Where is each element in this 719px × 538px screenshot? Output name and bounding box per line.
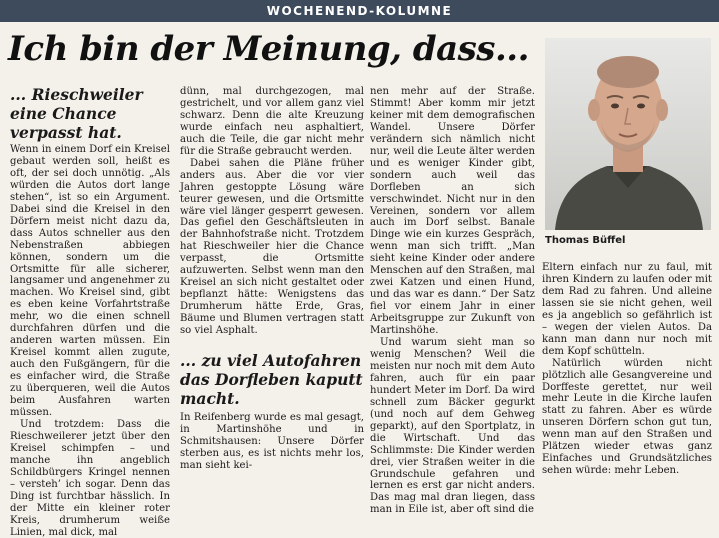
- column-1: [10, 85, 170, 538]
- paragraph: In Reifenberg wurde es mal gesagt, in Martinshöhe und in Schmitshausen: Unsere Dörfer sterben aus, es ist nichts mehr los, man sieht kei-: [180, 412, 364, 471]
- column-3: [370, 86, 535, 516]
- column-banner: WOCHENEND-KOLUMNE: [0, 0, 719, 22]
- author-photo: [545, 38, 711, 230]
- paragraph: Und trotzdem: Dass die Rieschweilerer jetzt über den Kreisel schimpfen – und manche ihn angeblich Schildbürgers Kringel nennen – versteh’ ich sogar. Denn das Ding ist furchtbar hässlich. In der Mitte ein kleiner roter Kreis, drumherum weiße Linien, mal dick, mal: [10, 418, 170, 538]
- headline: Ich bin der Meinung, dass...: [8, 29, 529, 69]
- paragraph: nen mehr auf der Straße. Stimmt! Aber komm mir jetzt keiner mit dem demografischen Wandel. Unsere Dörfer verändern sich nämlich nicht nur, weil die Leute älter werden und es weniger Kinder gibt, sondern auch weil das Dorfleben an sich verschwindet. Nicht nur in den Vereinen, sondern vor allem auch im Dorf selbst. Banale Dinge wie ein kurzes Gespräch, wenn man sich trifft. „Man sieht keine Kinder oder andere Menschen auf den Straßen, mal zwei Katzen und einen Hund, und das war es dann.“ Der Satz fiel vor einem Jahr in einer Arbeitsgruppe zur Zukunft von Martinshöhe.: [370, 86, 535, 337]
- paragraph: Wenn in einem Dorf ein Kreisel gebaut werden soll, heißt es oft, der sei doch unnötig. „Als würden die Autos dort lange stehen“, ist so ein Argument. Dabei sind die Kreisel in den Dörfern meist nicht dazu da, dass Autos schneller aus den Nebenstraßen abbiegen können, sondern um die Ortsmitte für alle sicherer, langsamer und angenehmer zu machen. Wo Kreisel sind, gibt es eben keine Vorfahrtstraße mehr, wo die einen schnell durchfahren dürfen und die anderen warten müssen. Ein Kreisel kommt allen zugute, auch den Fußgängern, für die es einfacher wird, die Straße zu überqueren, weil die Autos beim Ausfahren warten müssen.: [10, 144, 170, 418]
- paragraph: Natürlich würden nicht plötzlich alle Gesangvereine und Dorffeste gerettet, nur weil mehr Leute in die Kirche laufen statt zu fahren. Aber es würde unseren Dörfern schon gut tun, wenn man auf den Straßen und Plätzen wieder etwas ganz Einfaches und Grundsätzliches sehen würde: mehr Leben.: [542, 357, 712, 477]
- column-4: [542, 262, 712, 477]
- author-name: Thomas Büffel: [545, 235, 626, 246]
- subheading-1: ... Rieschweiler eine Chance verpasst hat.: [10, 85, 143, 142]
- subheading-2: ... zu viel Autofahren das Dorfleben kaputt macht.: [180, 351, 363, 409]
- column-2: [180, 86, 364, 472]
- paragraph: dünn, mal durchgezogen, mal gestrichelt, und vor allem ganz viel schwarz. Denn die alte Kreuzung wurde einfach neu asphaltiert, auch die Teile, die gar nicht mehr für die Straße gebraucht werden.: [180, 86, 364, 157]
- paragraph: Und warum sieht man so wenig Menschen? Weil die meisten nur noch mit dem Auto fahren, auch für ein paar hundert Meter im Dorf. Da wird schnell zum Bäcker gegurkt (und noch auf dem Gehweg geparkt), auf den Sportplatz, in die Wirtschaft. Und das Schlimmste: Die Kinder werden drei, vier Straßen weiter in die Grundschule gefahren und lernen es erst gar nicht anders. Das mag mal dran liegen, dass man in Eile ist, aber oft sind die: [370, 337, 535, 516]
- paragraph: Eltern einfach nur zu faul, mit ihren Kindern zu laufen oder mit dem Rad zu fahren. Und alleine lassen sie sie nicht gehen, weil es ja angeblich so gefährlich ist – wegen der vielen Autos. Da kann man dann nur noch mit dem Kopf schütteln.: [542, 262, 712, 357]
- paragraph: Dabei sahen die Pläne früher anders aus. Aber die vor vier Jahren gestoppte Lösung wäre teurer gewesen, und die Ortsmitte wäre viel länger gesperrt gewesen. Das gefiel den Geschäftsleuten in der Bahnhofstraße nicht. Trotzdem hat Rieschweiler hier die Chance verpasst, die Ortsmitte aufzuwerten. Selbst wenn man den Kreisel an sich nicht gestaltet oder bepflanzt hätte: Wenigstens das Drumherum hätte Erde, Gras, Bäume und Blumen vertragen statt so viel Asphalt.: [180, 157, 364, 337]
